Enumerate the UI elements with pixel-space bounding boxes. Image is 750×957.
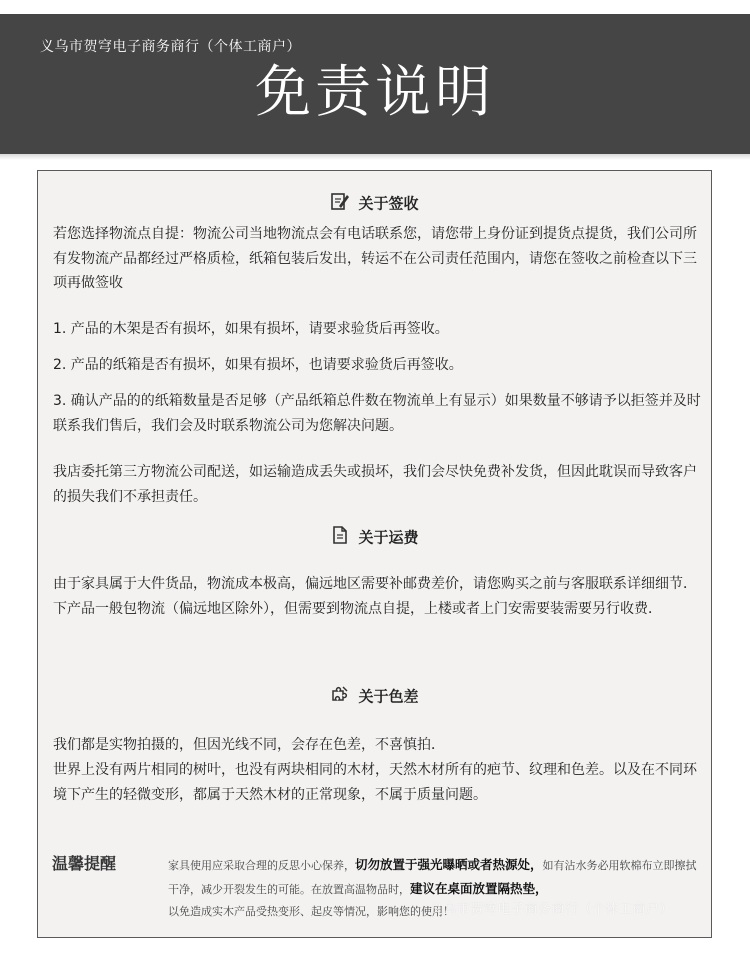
- document-icon: [330, 525, 350, 549]
- header-divider: [0, 154, 750, 160]
- signing-item-3: 3. 确认产品的的纸箱数量是否足够（产品纸箱总件数在物流单上有显示）如果数量不够请予以拒签并及时联系我们售后，我们会及时联系物流公司为您解决问题。: [53, 393, 701, 434]
- signing-item-2: 2. 产品的纸箱是否有损坏，如果有损坏，也请要求验货后再签收。: [53, 357, 463, 373]
- color-text-1: 我们都是实物拍摄的，但因光线不同，会存在色差，不喜慎拍．: [53, 737, 445, 753]
- signature-icon: [330, 191, 350, 215]
- tips-text-2: 如有沾水务必用软棉布立即擦拭干净，减少开裂发生的可能。在放置高温物品时，: [168, 859, 697, 896]
- tips-text-3: 以免造成实木产品受热变形、起皮等情况，影响您的使用！: [168, 905, 454, 918]
- disclaimer-panel: [37, 170, 712, 938]
- puzzle-icon: [330, 684, 350, 708]
- page-title: 免责说明: [255, 60, 495, 125]
- section-heading-label: 关于运费: [358, 528, 419, 547]
- section-heading-color: [38, 684, 711, 708]
- shipping-text: 由于家具属于大件货品，物流成本极高，偏远地区需要补邮费差价，请您购买之前与客服联系详细细节． 下产品一般包物流（偏远地区除外），但需要到物流点自提，上楼或者上门安需要装需要另行收费．: [53, 576, 704, 617]
- tips-text-1: 家具使用应采取合理的反思小心保养，: [168, 859, 355, 872]
- watermark: 义乌市贺穹电子商务商行（个体工商户）: [430, 902, 674, 917]
- shop-name: 义乌市贺穹电子商务商行（个体工商户）: [40, 39, 301, 55]
- section-heading-label: 关于签收: [358, 194, 419, 213]
- tips-bold-1: 切勿放置于强光曝晒或者热源处，: [355, 857, 543, 872]
- tips-title: 温馨提醒: [52, 854, 117, 873]
- signing-note: 我店委托第三方物流公司配送，如运输造成丢失或损坏，我们会尽快免费补发货，但因此耽误而导致客户的损失我们不承担责任。: [53, 464, 697, 505]
- section-heading-label: 关于色差: [358, 687, 419, 706]
- tips-bold-2: 建议在桌面放置隔热垫，: [410, 880, 548, 896]
- header-banner: [0, 14, 750, 154]
- section-heading-shipping: [38, 525, 711, 549]
- signing-intro: 若您选择物流点自提：物流公司当地物流点会有电话联系您，请您带上身份证到提货点提货，我们公司所有发物流产品都经过严格质检，纸箱包装后发出，转运不在公司责任范围内，请您在签收之前检查以下三项再做签收: [53, 226, 697, 291]
- color-text-2: 世界上没有两片相同的树叶，也没有两块相同的木材，天然木材所有的疤节、纹理和色差。以及在不同环境下产生的轻微变形，都属于天然木材的正常现象，不属于质量问题。: [53, 762, 697, 803]
- section-heading-signing: [38, 191, 711, 215]
- signing-item-1: 1. 产品的木架是否有损坏，如果有损坏，请要求验货后再签收。: [53, 321, 449, 337]
